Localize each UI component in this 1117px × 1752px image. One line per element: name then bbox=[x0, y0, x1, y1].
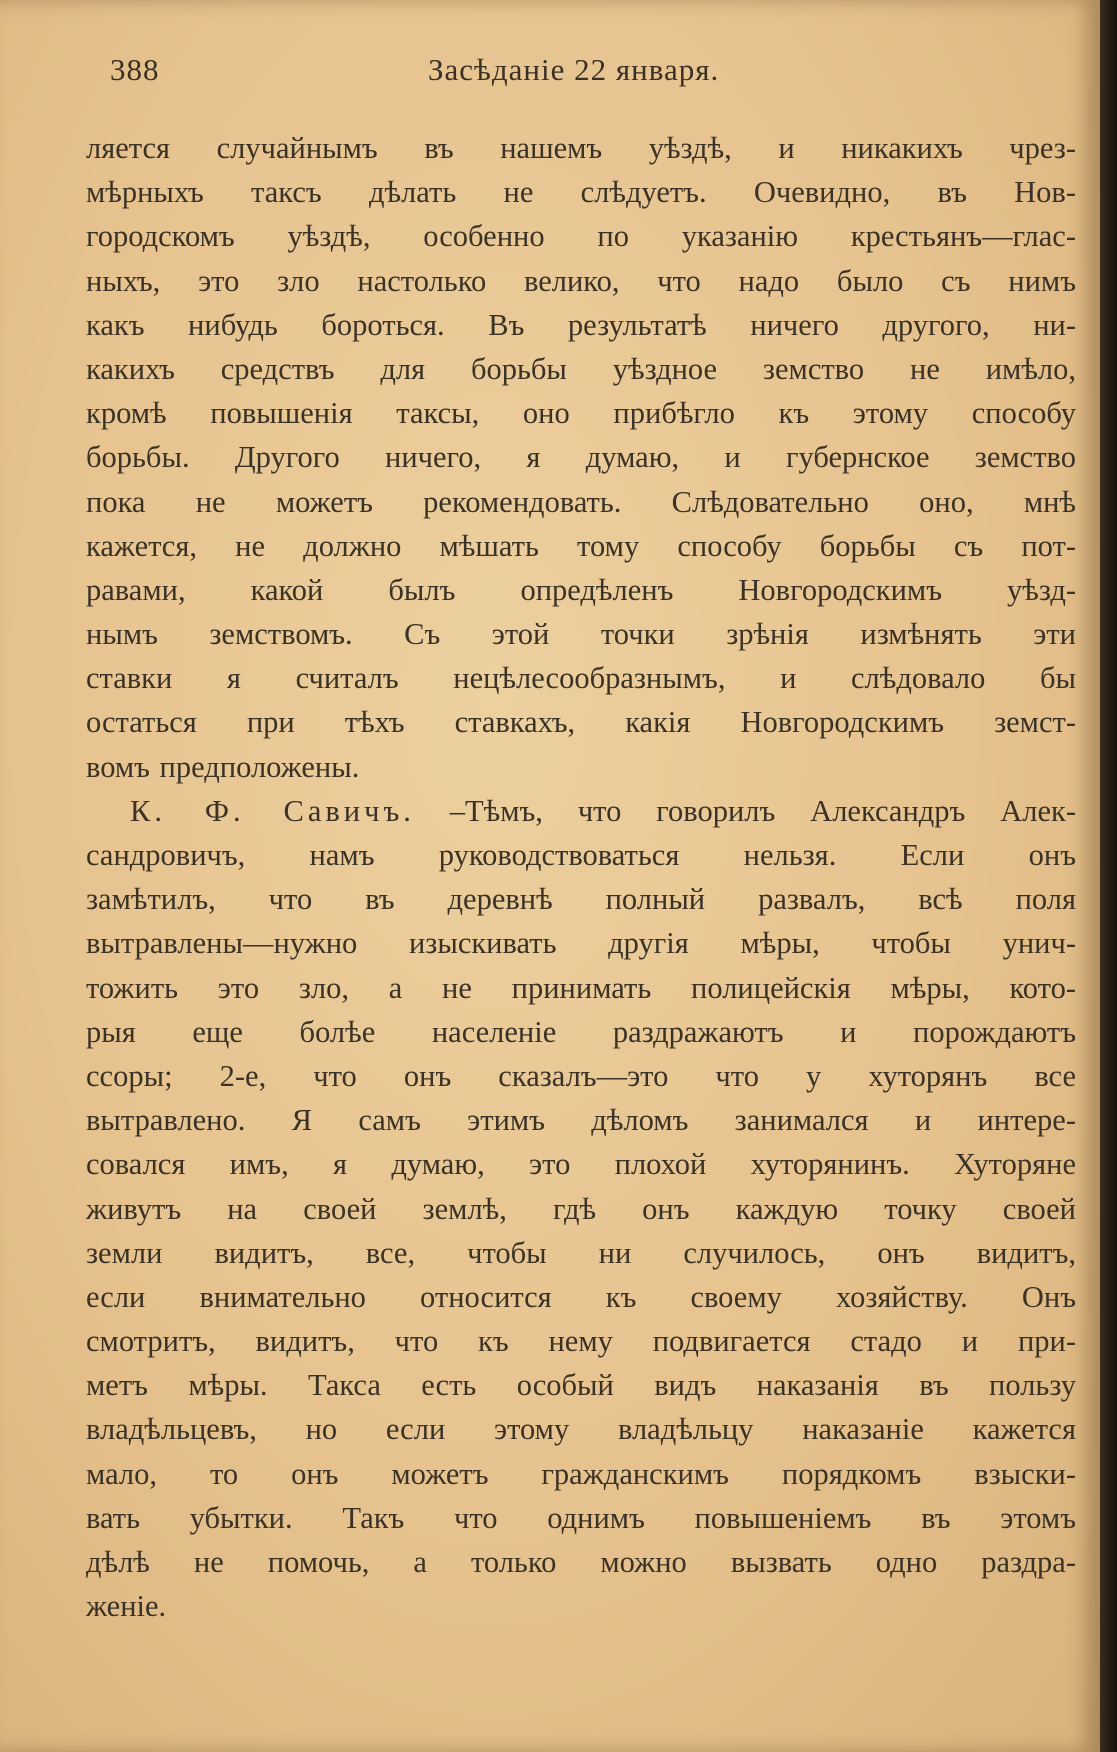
text-line: тожить это зло, а не принимать полицейскія мѣры, кото- bbox=[86, 970, 1076, 1005]
text-line: смотритъ, видитъ, что къ нему подвигается стадо и при- bbox=[86, 1324, 1076, 1359]
text-line: городскомъ уѣздѣ, особенно по указанію крестьянъ—глас- bbox=[86, 219, 1076, 254]
speech-text: –Тѣмъ, что говорилъ Александръ Алек- bbox=[414, 793, 1076, 828]
text-line: нымъ земствомъ. Съ этой точки зрѣнія измѣнять эти bbox=[86, 617, 1076, 652]
text-line: замѣтилъ, что въ деревнѣ полный развалъ, всѣ поля bbox=[86, 882, 1076, 917]
text-line: владѣльцевъ, но если этому владѣльцу наказаніе кажется bbox=[86, 1412, 1076, 1447]
text-line: ссоры; 2-е, что онъ сказалъ—это что у хуторянъ все bbox=[86, 1058, 1076, 1093]
text-line: какъ нибудь бороться. Въ результатѣ ничего другого, ни- bbox=[86, 307, 1076, 342]
text-line: вать убытки. Такъ что однимъ повышеніемъ въ этомъ bbox=[86, 1500, 1076, 1535]
running-title: Засѣданіе 22 января. bbox=[428, 52, 720, 87]
text-line: ставки я считалъ нецѣлесообразнымъ, и слѣдовало бы bbox=[86, 661, 1076, 696]
text-line: кажется, не должно мѣшать тому способу борьбы съ пот- bbox=[86, 528, 1076, 563]
text-line: земли видитъ, все, чтобы ни случилось, онъ видитъ, bbox=[86, 1235, 1076, 1270]
text-line: метъ мѣры. Такса есть особый видъ наказанія въ пользу bbox=[86, 1368, 1076, 1403]
text-line: равами, какой былъ опредѣленъ Новгородскимъ уѣзд- bbox=[86, 572, 1076, 607]
text-line: если внимательно относится къ своему хозяйству. Онъ bbox=[86, 1279, 1076, 1314]
paragraph-2 bbox=[86, 789, 1076, 1629]
page-header bbox=[110, 52, 1070, 96]
text-line: рыя еще болѣе населеніе раздражаютъ и порождаютъ bbox=[86, 1014, 1076, 1049]
text-line: пока не можетъ рекомендовать. Слѣдовательно оно, мнѣ bbox=[86, 484, 1076, 519]
text-line: дѣлѣ не помочь, а только можно вызвать одно раздра- bbox=[86, 1545, 1076, 1579]
body-text bbox=[86, 126, 1076, 1628]
text-line: какихъ средствъ для борьбы уѣздное земство не имѣло, bbox=[86, 351, 1076, 386]
text-line: сандровичъ, намъ руководствоваться нельзя. Если онъ bbox=[86, 838, 1076, 872]
page-number: 388 bbox=[110, 52, 160, 87]
speaker-name: К. Ф. Савичъ. bbox=[130, 793, 415, 828]
text-line: вытравлено. Я самъ этимъ дѣломъ занимался и интере- bbox=[86, 1103, 1076, 1138]
text-line: борьбы. Другого ничего, я думаю, и губернское земство bbox=[86, 440, 1076, 475]
text-line: совался имъ, я думаю, это плохой хуторянинъ. Хуторяне bbox=[86, 1147, 1076, 1182]
text-line: ляется случайнымъ въ нашемъ уѣздѣ, и никакихъ чрез- bbox=[86, 131, 1076, 165]
text-line: ныхъ, это зло настолько велико, что надо было съ нимъ bbox=[86, 263, 1076, 298]
book-spine-edge bbox=[1100, 0, 1117, 1752]
text-line: живутъ на своей землѣ, гдѣ онъ каждую точку своей bbox=[86, 1191, 1076, 1226]
text-line: мѣрныхъ таксъ дѣлать не слѣдуетъ. Очевидно, въ Нов- bbox=[86, 175, 1076, 210]
paragraph-1 bbox=[86, 126, 1076, 789]
text-line: остаться при тѣхъ ставкахъ, какія Новгородскимъ земст- bbox=[86, 705, 1076, 740]
text-line: женіе. bbox=[86, 1589, 167, 1624]
text-line: вытравлены—нужно изыскивать другія мѣры, чтобы унич- bbox=[86, 926, 1076, 961]
text-line: вомъ предположены. bbox=[86, 749, 360, 784]
text-line: мало, то онъ можетъ гражданскимъ порядкомъ взыски- bbox=[86, 1456, 1076, 1491]
text-line: кромѣ повышенія таксы, оно прибѣгло къ этому способу bbox=[86, 396, 1076, 431]
speech-first-line bbox=[86, 789, 1076, 833]
